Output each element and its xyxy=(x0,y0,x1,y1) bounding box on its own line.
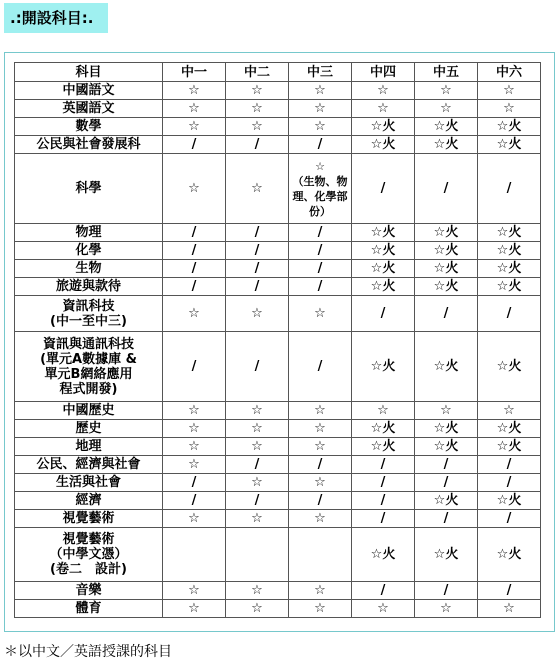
offering-cell: ☆ xyxy=(289,118,352,136)
offering-cell: ☆ xyxy=(163,510,226,528)
offering-cell: ☆ xyxy=(163,456,226,474)
offering-cell: / xyxy=(226,492,289,510)
offering-cell xyxy=(226,528,289,582)
table-row xyxy=(15,260,541,278)
offering-cell: ☆ xyxy=(289,600,352,618)
column-header-s2: 中二 xyxy=(226,63,289,82)
offering-cell: ☆火 xyxy=(415,260,478,278)
offering-cell xyxy=(163,528,226,582)
offering-cell: ☆ xyxy=(289,296,352,332)
offering-cell: / xyxy=(478,296,541,332)
offering-cell: ☆火 xyxy=(415,332,478,402)
offering-cell: / xyxy=(163,224,226,242)
offering-cell: / xyxy=(352,154,415,224)
table-row xyxy=(15,82,541,100)
offering-cell: ☆火 xyxy=(352,118,415,136)
offering-cell: ☆火 xyxy=(415,438,478,456)
offering-cell: ☆火 xyxy=(478,492,541,510)
subject-cell: 音樂 xyxy=(15,582,163,600)
subject-cell: 英國語文 xyxy=(15,100,163,118)
offering-cell: / xyxy=(289,278,352,296)
offering-cell: ☆ xyxy=(226,438,289,456)
subject-cell: 經濟 xyxy=(15,492,163,510)
offering-cell: ☆火 xyxy=(415,528,478,582)
table-row xyxy=(15,438,541,456)
offering-cell: ☆ xyxy=(226,582,289,600)
offering-cell: ☆火 xyxy=(478,278,541,296)
offering-cell: / xyxy=(352,296,415,332)
subject-cell: 科學 xyxy=(15,154,163,224)
offering-cell: / xyxy=(226,278,289,296)
offering-cell: ☆火 xyxy=(415,420,478,438)
offering-cell: / xyxy=(478,474,541,492)
offering-cell: / xyxy=(478,456,541,474)
offering-cell: ☆ xyxy=(415,100,478,118)
offering-cell: ☆火 xyxy=(415,118,478,136)
offering-cell: ☆ xyxy=(415,82,478,100)
subject-cell: 公民、經濟與社會 xyxy=(15,456,163,474)
table-row xyxy=(15,420,541,438)
offering-cell: ☆火 xyxy=(352,528,415,582)
offering-cell: ☆火 xyxy=(352,420,415,438)
offering-cell: ☆ xyxy=(352,402,415,420)
table-row xyxy=(15,474,541,492)
offering-cell: ☆ xyxy=(163,600,226,618)
offering-cell: / xyxy=(163,278,226,296)
subject-cell: 公民與社會發展科 xyxy=(15,136,163,154)
column-header-s3: 中三 xyxy=(289,63,352,82)
offering-cell: ☆火 xyxy=(478,438,541,456)
offering-cell: ☆火 xyxy=(352,242,415,260)
offering-cell: / xyxy=(163,474,226,492)
table-row xyxy=(15,332,541,402)
offering-cell: ☆ xyxy=(289,582,352,600)
table-row xyxy=(15,510,541,528)
offering-cell: / xyxy=(352,456,415,474)
offering-cell: ☆火 xyxy=(352,136,415,154)
offering-cell: ☆ xyxy=(163,420,226,438)
offering-cell: / xyxy=(163,332,226,402)
offering-cell: ☆火 xyxy=(478,242,541,260)
subject-cell: 中國語文 xyxy=(15,82,163,100)
offering-cell: / xyxy=(163,492,226,510)
offering-cell: ☆ xyxy=(415,600,478,618)
offering-cell: / xyxy=(289,456,352,474)
offering-cell: ☆ xyxy=(163,402,226,420)
table-row xyxy=(15,118,541,136)
subject-cell: 資訊與通訊科技 (單元A數據庫 & 單元B網絡應用 程式開發) xyxy=(15,332,163,402)
offering-cell: / xyxy=(163,136,226,154)
offering-cell: ☆ xyxy=(478,82,541,100)
column-header-s5: 中五 xyxy=(415,63,478,82)
subject-cell: 地理 xyxy=(15,438,163,456)
offering-cell: ☆火 xyxy=(352,332,415,402)
table-row xyxy=(15,154,541,224)
offering-cell: ☆ xyxy=(163,296,226,332)
offering-cell: ☆火 xyxy=(352,278,415,296)
offering-cell: ☆火 xyxy=(415,492,478,510)
subject-cell: 旅遊與款待 xyxy=(15,278,163,296)
offering-cell: / xyxy=(289,136,352,154)
table-header-row xyxy=(15,63,541,82)
table-row xyxy=(15,528,541,582)
offering-cell: / xyxy=(352,492,415,510)
offering-cell: / xyxy=(226,242,289,260)
offering-cell: ☆ xyxy=(226,154,289,224)
subject-cell: 視覺藝術 xyxy=(15,510,163,528)
offering-cell: ☆火 xyxy=(478,332,541,402)
offering-cell: / xyxy=(289,242,352,260)
offering-cell: ☆火 xyxy=(478,118,541,136)
table-row xyxy=(15,456,541,474)
offering-cell: / xyxy=(352,474,415,492)
offering-cell: ☆火 xyxy=(478,260,541,278)
offering-cell: ☆火 xyxy=(478,224,541,242)
offering-cell: ☆火 xyxy=(415,278,478,296)
offering-cell: / xyxy=(415,154,478,224)
subject-cell: 物理 xyxy=(15,224,163,242)
offering-cell: / xyxy=(352,582,415,600)
offering-cell: ☆ xyxy=(352,100,415,118)
offering-cell: ☆ xyxy=(289,438,352,456)
offering-cell: ☆ xyxy=(163,118,226,136)
table-row xyxy=(15,242,541,260)
offering-cell: ☆ xyxy=(226,296,289,332)
subject-cell: 體育 xyxy=(15,600,163,618)
offering-cell: ☆ xyxy=(226,402,289,420)
offering-cell: / xyxy=(352,510,415,528)
offering-cell: ☆火 xyxy=(415,136,478,154)
offering-cell: ☆ xyxy=(163,82,226,100)
table-body xyxy=(15,82,541,618)
column-header-subject: 科目 xyxy=(15,63,163,82)
table-row xyxy=(15,296,541,332)
offering-cell: ☆ xyxy=(163,438,226,456)
offering-cell: / xyxy=(289,224,352,242)
offering-cell: ☆ xyxy=(352,600,415,618)
offering-cell: ☆ xyxy=(226,118,289,136)
offering-cell: / xyxy=(478,510,541,528)
offering-cell: / xyxy=(226,260,289,278)
offering-cell: ☆ xyxy=(163,100,226,118)
offering-cell: / xyxy=(478,582,541,600)
offering-cell: ☆火 xyxy=(352,438,415,456)
table-row xyxy=(15,492,541,510)
offering-cell: ☆ xyxy=(226,100,289,118)
offering-cell: ☆火 xyxy=(478,528,541,582)
offering-cell: ☆ xyxy=(226,82,289,100)
offering-cell: / xyxy=(415,582,478,600)
offering-cell: ☆ xyxy=(478,600,541,618)
offering-cell: ☆火 xyxy=(352,260,415,278)
offering-cell: ☆ xyxy=(289,402,352,420)
courses-table xyxy=(14,62,541,618)
offering-cell: / xyxy=(415,296,478,332)
subject-cell: 數學 xyxy=(15,118,163,136)
subject-cell: 生活與社會 xyxy=(15,474,163,492)
offering-cell: / xyxy=(163,260,226,278)
offering-cell xyxy=(289,528,352,582)
offering-cell: ☆ xyxy=(289,100,352,118)
offering-cell: ☆火 xyxy=(415,242,478,260)
table-row xyxy=(15,136,541,154)
offering-cell: ☆ xyxy=(289,82,352,100)
offering-cell: ☆ xyxy=(289,420,352,438)
subject-cell: 中國歷史 xyxy=(15,402,163,420)
offering-cell: ☆火 xyxy=(352,224,415,242)
offering-cell: / xyxy=(415,474,478,492)
offering-cell: ☆ xyxy=(478,100,541,118)
table-row xyxy=(15,402,541,420)
table-row xyxy=(15,224,541,242)
table-row xyxy=(15,100,541,118)
offering-cell: / xyxy=(226,456,289,474)
offering-cell: ☆ xyxy=(226,420,289,438)
offering-cell: ☆ xyxy=(163,582,226,600)
column-header-s4: 中四 xyxy=(352,63,415,82)
subject-cell: 視覺藝術 （中學文憑） (卷二 設計) xyxy=(15,528,163,582)
offering-cell: ☆ xyxy=(226,510,289,528)
offering-cell: / xyxy=(415,456,478,474)
column-header-s1: 中一 xyxy=(163,63,226,82)
offering-cell: / xyxy=(163,242,226,260)
offering-cell: / xyxy=(226,136,289,154)
footnote: ＊以中文／英語授課的科目 xyxy=(4,644,172,660)
offering-cell: ☆火 xyxy=(478,420,541,438)
offering-cell: / xyxy=(415,510,478,528)
offering-cell: / xyxy=(226,224,289,242)
offering-cell: ☆ xyxy=(289,474,352,492)
subject-cell: 歷史 xyxy=(15,420,163,438)
offering-cell: ☆ xyxy=(163,154,226,224)
offering-cell: ☆ xyxy=(226,474,289,492)
table-row xyxy=(15,600,541,618)
offering-cell: ☆火 xyxy=(478,136,541,154)
offering-cell: / xyxy=(478,154,541,224)
offering-cell: ☆ xyxy=(226,600,289,618)
offering-cell: / xyxy=(289,260,352,278)
subject-cell: 化學 xyxy=(15,242,163,260)
offering-cell: / xyxy=(289,332,352,402)
offering-cell: ☆ xyxy=(415,402,478,420)
offering-cell: / xyxy=(289,492,352,510)
offering-cell: ☆ xyxy=(478,402,541,420)
offering-cell: ☆ xyxy=(289,510,352,528)
column-header-s6: 中六 xyxy=(478,63,541,82)
table-row xyxy=(15,582,541,600)
subject-cell: 資訊科技 (中一至中三) xyxy=(15,296,163,332)
table-row xyxy=(15,278,541,296)
offering-cell: ☆火 xyxy=(415,224,478,242)
offering-cell: ☆ xyxy=(352,82,415,100)
subject-cell: 生物 xyxy=(15,260,163,278)
offering-cell: ☆ （生物、物理、化學部份） xyxy=(289,154,352,224)
section-title: .:開設科目:. xyxy=(4,3,108,33)
offering-cell: / xyxy=(226,332,289,402)
